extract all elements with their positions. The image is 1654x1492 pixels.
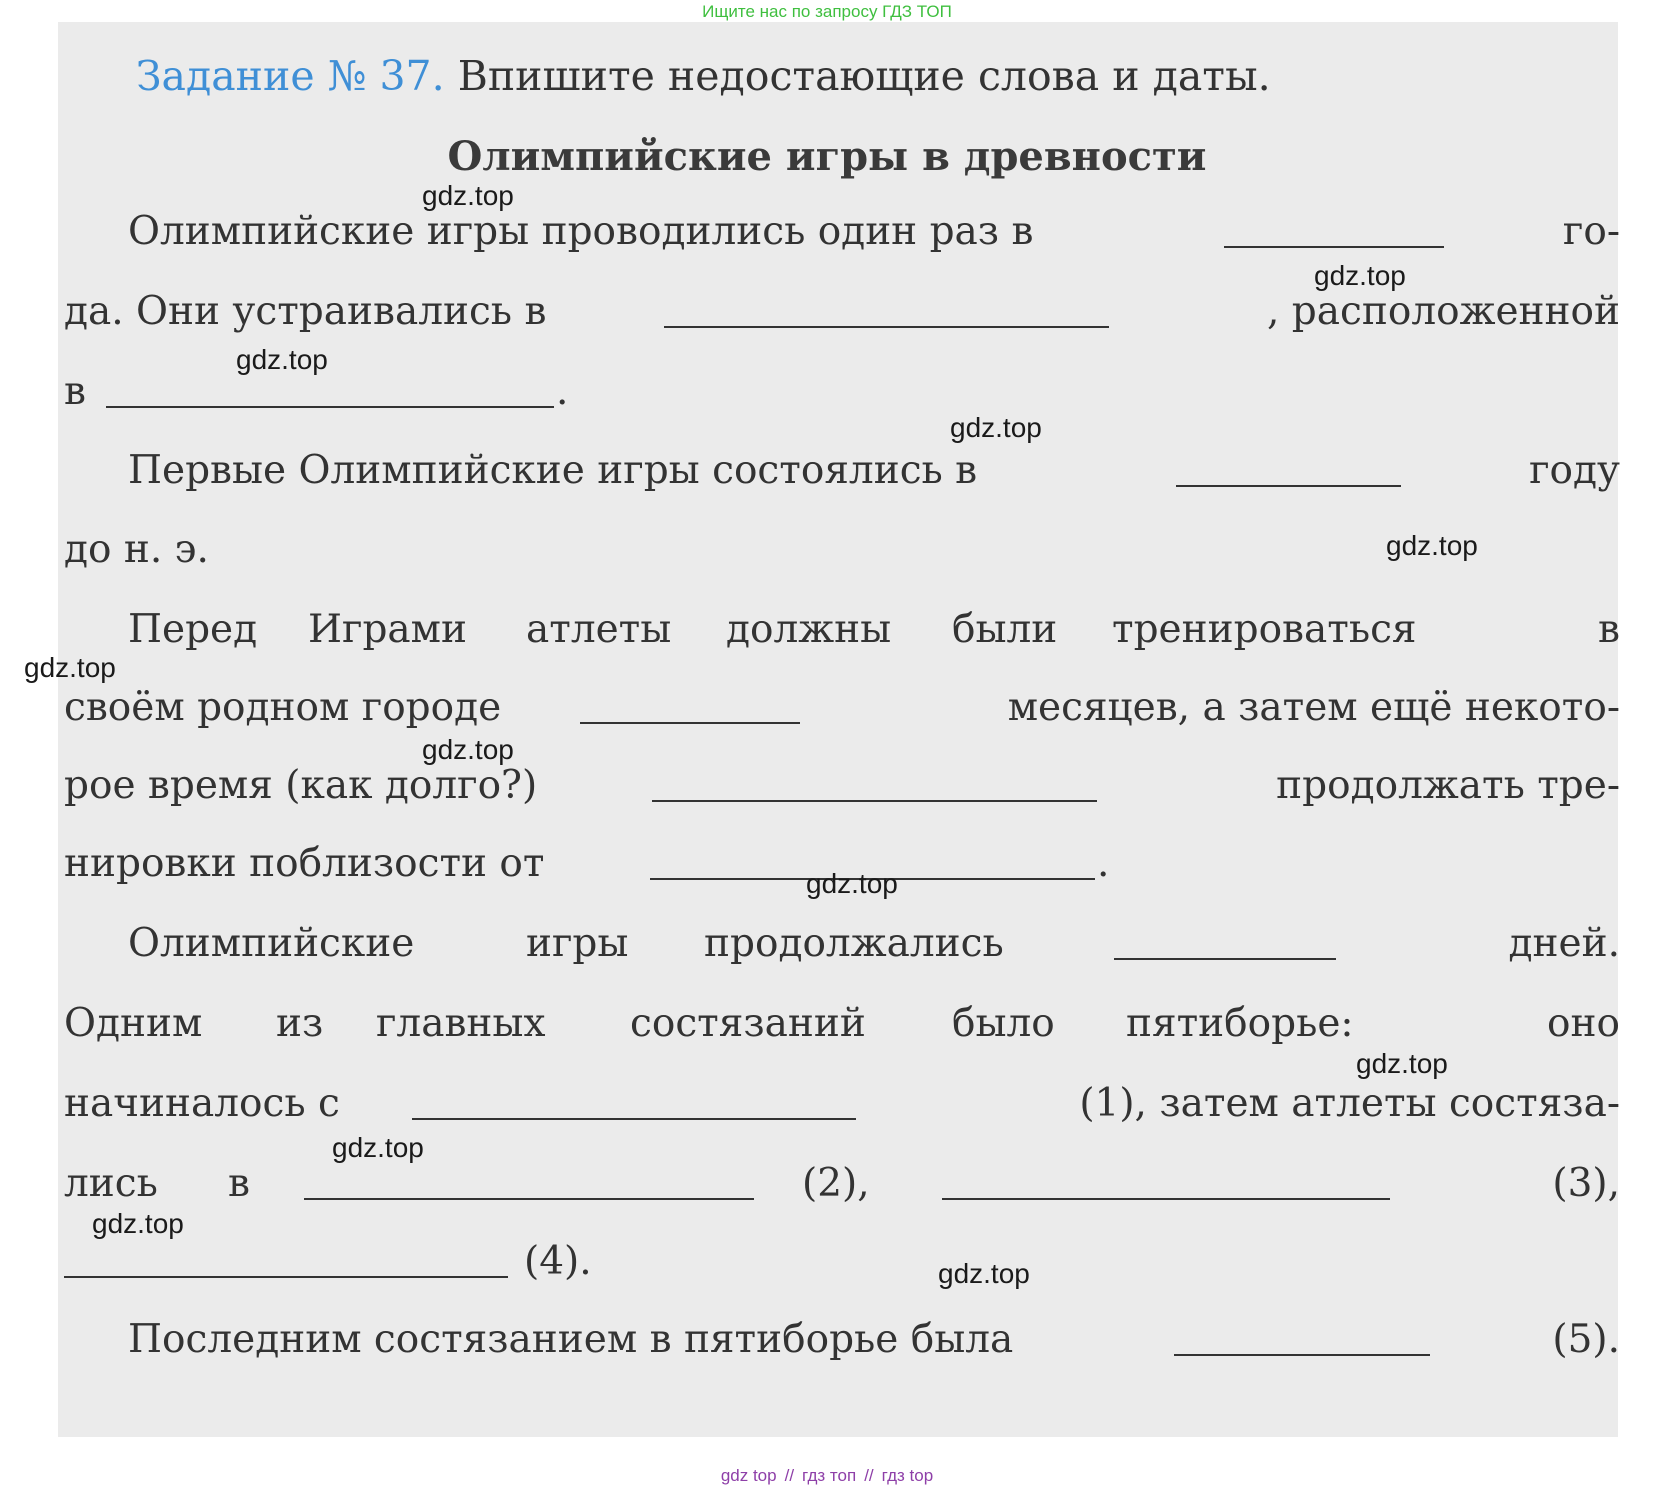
text-segment: го- bbox=[1562, 209, 1620, 254]
answer-blank[interactable] bbox=[1176, 485, 1401, 487]
bottom-banner-text[interactable]: gdz top bbox=[720, 1466, 777, 1485]
text-word: Одним bbox=[64, 1001, 203, 1046]
text-segment: да. Они устраивались в bbox=[64, 289, 547, 334]
text-word: было bbox=[952, 1001, 1055, 1046]
text-segment: . bbox=[556, 369, 569, 414]
text-segment: , расположенной bbox=[1267, 289, 1620, 334]
text-line bbox=[64, 606, 1620, 654]
text-segment: своём родном городе bbox=[64, 685, 502, 730]
task-number: Задание № 37. bbox=[136, 52, 445, 100]
watermark: gdz.top bbox=[950, 412, 1042, 443]
text-word: атлеты bbox=[526, 607, 672, 652]
bottom-banner-separator: // bbox=[784, 1466, 795, 1485]
text-segment: продолжать тре- bbox=[1276, 763, 1620, 808]
text-line bbox=[64, 920, 1620, 968]
text-word: тренироваться bbox=[1112, 607, 1417, 652]
answer-blank[interactable] bbox=[1224, 246, 1444, 248]
text-word: должны bbox=[726, 607, 892, 652]
watermark: gdz.top bbox=[24, 652, 116, 683]
text-line bbox=[64, 684, 1620, 732]
answer-blank[interactable] bbox=[652, 800, 1097, 802]
answer-blank[interactable] bbox=[580, 722, 800, 724]
watermark: gdz.top bbox=[806, 868, 898, 899]
watermark: gdz.top bbox=[422, 180, 514, 211]
watermark: gdz.top bbox=[1356, 1048, 1448, 1079]
watermark: gdz.top bbox=[1314, 260, 1406, 291]
text-segment: (4). bbox=[524, 1239, 592, 1284]
bottom-banner-text[interactable]: гдз top bbox=[881, 1466, 934, 1485]
watermark: gdz.top bbox=[236, 344, 328, 375]
task-instruction: Впишите недостающие слова и даты. bbox=[457, 52, 1271, 100]
text-line bbox=[64, 288, 1620, 336]
text-word: Играми bbox=[308, 607, 467, 652]
text-segment: году bbox=[1529, 448, 1620, 493]
text-word: Олимпийские bbox=[128, 921, 415, 966]
text-segment: Последним состязанием в пятиборье была bbox=[128, 1317, 1014, 1362]
text-line bbox=[64, 1000, 1620, 1048]
watermark: gdz.top bbox=[938, 1258, 1030, 1289]
text-segment: Первые Олимпийские игры состоялись в bbox=[128, 448, 978, 493]
watermark: gdz.top bbox=[1386, 530, 1478, 561]
text-word: дней. bbox=[1508, 921, 1620, 966]
text-segment: нировки поблизости от bbox=[64, 841, 545, 886]
answer-blank-4[interactable] bbox=[64, 1276, 508, 1278]
text-word: в bbox=[1598, 607, 1620, 652]
text-segment: (5). bbox=[1552, 1317, 1620, 1362]
text-word: пятиборье: bbox=[1126, 1001, 1354, 1046]
answer-blank-3[interactable] bbox=[942, 1198, 1390, 1200]
text-segment: рое время (как долго?) bbox=[64, 763, 538, 808]
text-word: игры bbox=[526, 921, 629, 966]
text-word: состязаний bbox=[630, 1001, 866, 1046]
text-word: в bbox=[228, 1161, 250, 1206]
watermark: gdz.top bbox=[422, 734, 514, 765]
watermark: gdz.top bbox=[332, 1132, 424, 1163]
section-title: Олимпийские игры в древности bbox=[447, 133, 1207, 180]
text-segment: начиналось с bbox=[64, 1081, 340, 1126]
text-word: лись bbox=[64, 1161, 158, 1206]
answer-blank-1[interactable] bbox=[412, 1118, 856, 1120]
text-segment: . bbox=[1097, 841, 1110, 886]
text-line bbox=[64, 1238, 1620, 1286]
answer-blank-2[interactable] bbox=[304, 1198, 754, 1200]
text-line bbox=[64, 1080, 1620, 1128]
text-line bbox=[64, 208, 1620, 256]
text-segment: (3), bbox=[1552, 1161, 1620, 1206]
text-segment: (2), bbox=[802, 1161, 870, 1206]
answer-blank-5[interactable] bbox=[1174, 1354, 1430, 1356]
text-word: Перед bbox=[128, 607, 258, 652]
text-word: были bbox=[952, 607, 1058, 652]
text-line bbox=[64, 762, 1620, 810]
text-segment: Олимпийские игры проводились один раз в bbox=[128, 209, 1034, 254]
text-line bbox=[64, 1316, 1620, 1364]
text-segment: до н. э. bbox=[64, 527, 209, 572]
bottom-banner-text[interactable]: гдз топ bbox=[802, 1466, 857, 1485]
text-line bbox=[64, 1160, 1620, 1208]
answer-blank[interactable] bbox=[106, 406, 554, 408]
bottom-banner-separator: // bbox=[864, 1466, 874, 1485]
task-header bbox=[136, 52, 1271, 100]
text-word: из bbox=[276, 1001, 324, 1046]
watermark: gdz.top bbox=[92, 1208, 184, 1239]
answer-blank[interactable] bbox=[1114, 958, 1336, 960]
text-line bbox=[64, 447, 1620, 495]
bottom-banner[interactable] bbox=[0, 1466, 1654, 1486]
text-segment: (1), затем атлеты состяза- bbox=[1079, 1081, 1620, 1126]
text-segment: месяцев, а затем ещё некото- bbox=[1007, 685, 1620, 730]
text-segment: в bbox=[64, 369, 86, 414]
top-banner[interactable]: Ищите нас по запросу ГДЗ ТОП bbox=[702, 2, 952, 21]
answer-blank[interactable] bbox=[664, 326, 1109, 328]
text-word: оно bbox=[1547, 1001, 1620, 1046]
text-word: продолжались bbox=[704, 921, 1004, 966]
text-word: главных bbox=[376, 1001, 546, 1046]
